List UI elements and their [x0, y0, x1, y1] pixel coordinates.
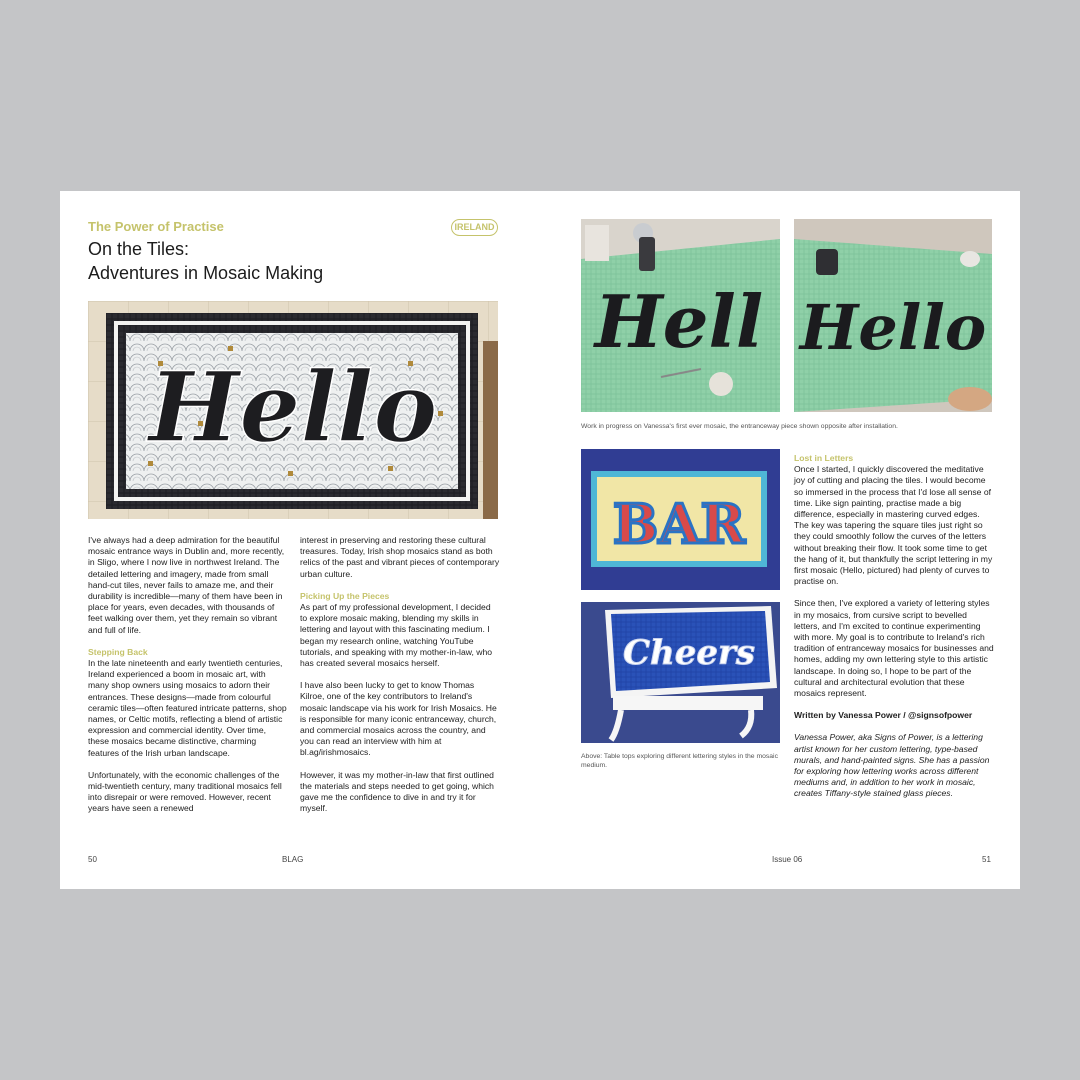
cheers-mosaic-text: Cheers: [622, 633, 756, 673]
issue-number: Issue 06: [772, 855, 803, 864]
wip-photo-2: [794, 219, 992, 412]
hero-mosaic-image: [88, 301, 498, 519]
subhead-lost-in-letters: Lost in Letters: [794, 453, 854, 463]
col1-paragraph-3: Unfortunately, with the economic challenges of the mid-twentieth century, many traditional mosaics fell into disrepair or were removed. However, recent years have seen a renewed: [88, 769, 282, 814]
wip-mosaic-text-1: Hell: [594, 279, 764, 364]
page-number-right: 51: [982, 855, 991, 864]
title-line-2: Adventures in Mosaic Making: [88, 263, 324, 283]
cheers-mosaic-image: [581, 602, 780, 743]
magazine-spread: [60, 191, 1020, 889]
hero-mosaic-photo: [88, 301, 498, 519]
wip-mosaic-text-2: Hello: [799, 291, 987, 364]
article-kicker: The Power of Practise: [88, 219, 224, 234]
wip-image-1: [581, 219, 780, 412]
cheers-mosaic-photo: [581, 602, 780, 743]
col1-paragraph-2: In the late nineteenth and early twentieth centuries, Ireland experienced a boom in mosaic art, with many shop owners using mosaics to adorn their entrances. These designs—made from colourful ceramic tiles—often featured intricate patterns, shop names, or Celtic motifs, reflecting a blend of artistic expression and commercial identity. Over time, these mosaics became distinctive, charming features of the Irish urban landscape.: [88, 658, 287, 758]
page-number-left: 50: [88, 855, 97, 864]
title-line-1: On the Tiles:: [88, 239, 190, 259]
wip-image-2: [794, 219, 992, 412]
bar-mosaic-text: BAR: [612, 492, 746, 556]
col2-paragraph-4: However, it was my mother-in-law that first outlined the materials and steps needed to get going, which gave me the confidence to dive in and try it for myself.: [300, 769, 494, 814]
col1-paragraph-1: I've always had a deep admiration for the beautiful mosaic entrance ways in Dublin and, more recently, in Sligo, where I now live in northwest Ireland. The detailed lettering and imagery, made from small hand-cut tiles, never fails to amaze me, and their durability is incredible—many of them have been in place for years, even decades, with thousands of feet walking over them, yet they remain so vibrant and full of life.: [88, 535, 285, 635]
magazine-name: BLAG: [282, 855, 304, 864]
article-title: [88, 237, 323, 285]
col3-paragraph-1: Once I started, I quickly discovered the meditative joy of cutting and placing the tiles. I would become so immersed in the process that I'd lose all sense of time. Like sign painting, practise made a big difference, especially in mastering curved edges. The key was tapering the square tiles just right so they could smoothly follow the curves of the letters without breaking their flow. It took some time to get the hang of it, but thankfully the script lettering in my first mosaic (Hello, pictured) had plenty of curves to practise on.: [794, 464, 993, 587]
hero-mosaic-text: Hello: [148, 351, 438, 464]
subhead-picking-up: Picking Up the Pieces: [300, 590, 390, 601]
bar-mosaic-image: [581, 449, 780, 590]
body-column-1: [88, 535, 288, 826]
region-badge: IRELAND: [451, 219, 498, 236]
author-byline: Written by Vanessa Power / @signsofpower: [794, 710, 973, 721]
col2-paragraph-1: interest in preserving and restoring these cultural treasures. Today, Irish shop mosaics stand as both relics of the past and vibrant pieces of contemporary urban culture.: [300, 535, 500, 579]
body-column-3: [794, 453, 994, 811]
col3-paragraph-2: Since then, I've explored a variety of lettering styles in my mosaics, from cursive script to bevelled letters, and I'm excited to continue experimenting with more. My goal is to contribute to Ireland's rich tradition of entranceway mosaics for businesses and homes, adding my own lettering style to this artistic landscape. In doing so, I hope to be part of the cultural and architectural evolution that these mosaics represent.: [794, 598, 994, 699]
col2-paragraph-3: I have also been lucky to get to know Thomas Kilroe, one of the key contributors to Ireland's mosaic landscape via his work for Irish Mosaics. He is responsible for many iconic entranceway, church, and commercial mosaics across the country, and you can read an interview with him at bl.ag/irishmosaics.: [300, 680, 497, 758]
subhead-stepping-back: Stepping Back: [88, 646, 148, 657]
bar-mosaic-photo: [581, 449, 780, 590]
wip-photo-1: [581, 219, 780, 412]
col2-paragraph-2: As part of my professional development, I decided to explore mosaic making, blending my skills in lettering and layout with this fascinating medium. I began my research online, watching YouTube tutorials, and speaking with my mother-in-law, who has created several mosaics herself.: [300, 602, 493, 669]
caption-bottom: Above: Table tops exploring different lettering styles in the mosaic medium.: [581, 753, 778, 769]
caption-top: Work in progress on Vanessa's first ever mosaic, the entranceway piece shown opposite after installation.: [581, 423, 898, 430]
body-column-2: [300, 535, 500, 825]
author-bio: Vanessa Power, aka Signs of Power, is a lettering artist known for her custom lettering, type-based murals, and hand-painted signs. She has a passion for exploring how lettering works across different mediums and, in addition to her work in mosaic, creates Tiffany-style stained glass pieces.: [794, 732, 990, 799]
